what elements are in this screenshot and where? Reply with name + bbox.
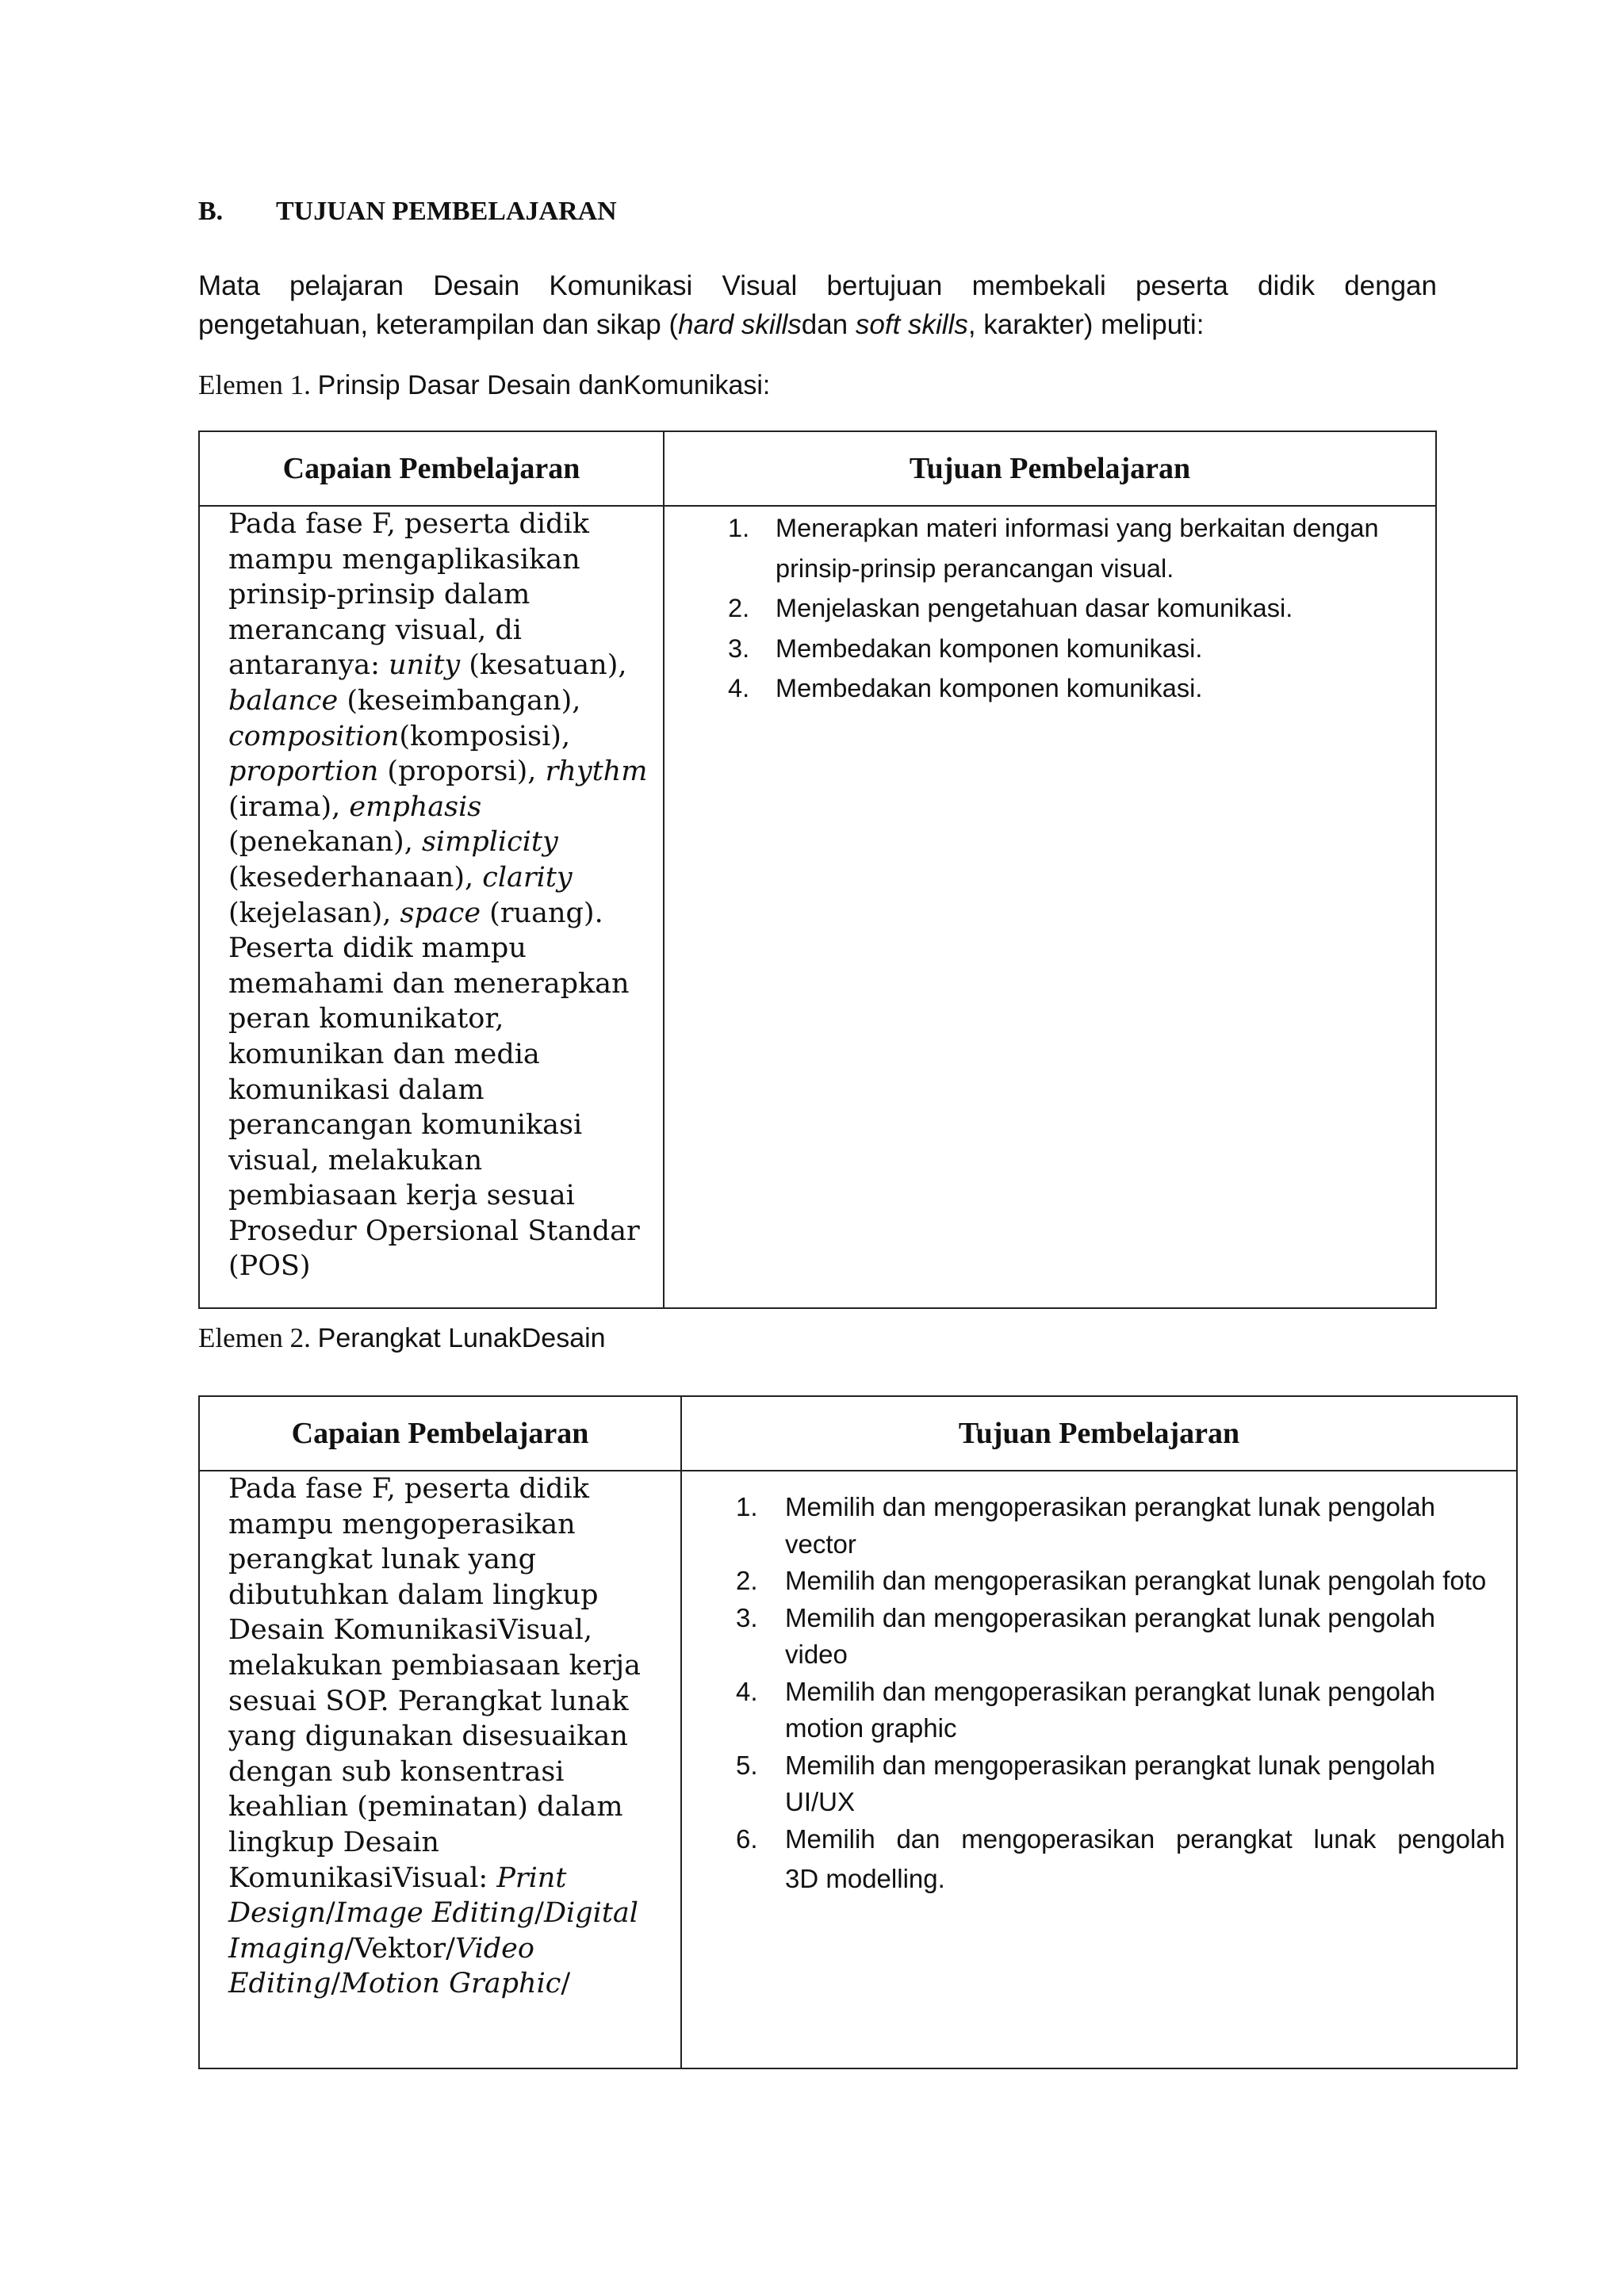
- list-text: Memilih dan mengoperasikan perangkat lunak pengolah foto: [785, 1566, 1487, 1595]
- list-number: 4.: [736, 1676, 758, 1706]
- capaian-text: /: [561, 1968, 571, 2000]
- list-text: 3D modelling.: [785, 1864, 945, 1893]
- intro-line-1: Mata pelajaran Desain Komunikasi Visual bertujuan membekali peserta didik dengan: [198, 270, 1437, 301]
- list-number: 3.: [736, 1602, 758, 1632]
- intro-italic-term: soft skills: [855, 309, 968, 340]
- tujuan-list: [682, 1471, 1516, 1900]
- capaian-term: proportion: [228, 756, 379, 788]
- list-text: Memilih dan mengoperasikan perangkat lunak pengolah: [785, 1823, 1505, 1854]
- table-elemen-1: [198, 430, 1437, 1309]
- capaian-term: balance: [228, 684, 339, 717]
- tujuan-list: [665, 507, 1435, 709]
- capaian-term: simplicity: [421, 826, 558, 859]
- capaian-text: (komposisi),: [399, 720, 571, 752]
- capaian-term: composition: [228, 720, 400, 752]
- capaian-text: (proporsi),: [378, 756, 546, 788]
- list-item: [736, 1600, 1505, 1674]
- list-text: Menjelaskan pengetahuan dasar komunikasi.: [776, 594, 1293, 622]
- capaian-text: /: [534, 1897, 544, 1930]
- section-heading: [198, 197, 617, 227]
- capaian-term: clarity: [482, 861, 573, 894]
- intro-text: dan: [801, 309, 856, 340]
- capaian-term: Print Design: [228, 1862, 567, 1930]
- list-number: 5.: [736, 1750, 758, 1780]
- list-item: [736, 1674, 1505, 1747]
- list-item: [736, 1489, 1505, 1563]
- section-number: B.: [198, 197, 224, 226]
- capaian-text: (keseimbangan),: [338, 684, 581, 717]
- capaian-text: /: [325, 1897, 335, 1930]
- capaian-term: rhythm: [545, 756, 648, 788]
- capaian-text: (kesatuan),: [460, 649, 627, 682]
- capaian-text: (irama),: [228, 790, 350, 823]
- list-item: [736, 1563, 1505, 1600]
- capaian-text: (kejelasan),: [228, 897, 400, 929]
- capaian-text: Pada fase F, peserta didik mampu mengoperasikan perangkat lunak yang dibutuhkan dalam lingkup Desain KomunikasiVisual, melakukan pembiasaan kerja sesuai SOP. Perangkat lunak yang digunakan disesuaikan dengan sub konsentrasi keahlian (peminatan) dalam lingkup Desain KomunikasiVisual:: [228, 1473, 641, 1894]
- header-tujuan: Tujuan Pembelajaran: [681, 1396, 1517, 1471]
- list-text: Memilih dan mengoperasikan perangkat lunak pengolah motion graphic: [785, 1676, 1436, 1743]
- list-number: 2.: [736, 1566, 758, 1595]
- list-item: [736, 1821, 1505, 1901]
- capaian-text: (penekanan),: [228, 826, 422, 859]
- capaian-text: /Vektor/: [344, 1932, 455, 1965]
- list-number: 3.: [728, 633, 750, 663]
- capaian-term: Image Editing: [335, 1897, 535, 1930]
- list-number: 4.: [728, 674, 750, 702]
- list-text: Memilih dan mengoperasikan perangkat lunak pengolah vector: [785, 1492, 1436, 1559]
- list-item: [728, 668, 1419, 709]
- capaian-cell: [199, 1471, 681, 2068]
- tujuan-cell: [681, 1471, 1517, 2068]
- capaian-cell: [199, 506, 664, 1308]
- intro-text: , karakter) meliputi:: [967, 309, 1205, 340]
- intro-line-2: [198, 305, 1437, 344]
- list-number: 6.: [736, 1823, 758, 1854]
- table-elemen-2: [198, 1395, 1518, 2069]
- capaian-term: unity: [389, 649, 461, 682]
- capaian-term: Video Editing: [228, 1932, 534, 2000]
- elemen-1-name: Prinsip Dasar Desain danKomunikasi:: [317, 370, 771, 400]
- elemen-1-prefix: Elemen 1.: [198, 369, 311, 400]
- capaian-term: space: [400, 897, 481, 929]
- header-tujuan: Tujuan Pembelajaran: [664, 431, 1436, 506]
- list-number: 2.: [728, 594, 750, 622]
- elemen-2-name: Perangkat LunakDesain: [317, 1323, 606, 1353]
- list-text: Membedakan komponen komunikasi.: [776, 633, 1203, 663]
- section-title: TUJUAN PEMBELAJARAN: [276, 197, 617, 226]
- capaian-text: Pada fase F, peserta didik mampu mengaplikasikan prinsip-prinsip dalam merancang visual, di antaranya:: [228, 508, 589, 682]
- list-text: Membedakan komponen komunikasi.: [776, 674, 1203, 702]
- intro-text: pengetahuan, keterampilan dan sikap (: [198, 309, 679, 340]
- list-text: Memilih dan mengoperasikan perangkat lunak pengolah video: [785, 1602, 1436, 1669]
- capaian-text: /: [331, 1968, 341, 2000]
- list-item: [728, 588, 1419, 629]
- intro-paragraph: [198, 266, 1437, 344]
- list-number: 1.: [728, 514, 750, 542]
- header-capaian: Capaian Pembelajaran: [199, 431, 664, 506]
- list-item: [736, 1747, 1505, 1821]
- capaian-term: Digital Imaging: [228, 1897, 638, 1965]
- capaian-term: Motion Graphic: [340, 1968, 561, 2000]
- intro-italic-term: hard skills: [678, 309, 802, 340]
- list-text: Menerapkan materi informasi yang berkaitan dengan prinsip-prinsip perancangan visual.: [776, 514, 1379, 583]
- capaian-text: (kesederhanaan),: [228, 861, 483, 894]
- list-item: [728, 508, 1419, 588]
- tujuan-cell: [664, 506, 1436, 1308]
- capaian-term: emphasis: [349, 790, 482, 823]
- capaian-text: (ruang). Peserta didik mampu memahami dan menerapkan peran komunikator, komunikan dan media komunikasi dalam perancangan komunikasi visual, melakukan pembiasaan kerja sesuai Prosedur Opersional Standar (POS): [228, 897, 640, 1283]
- elemen-2-prefix: Elemen 2.: [198, 1322, 311, 1353]
- list-number: 1.: [736, 1492, 758, 1521]
- header-capaian: Capaian Pembelajaran: [199, 1396, 681, 1471]
- list-item: [728, 629, 1419, 669]
- elemen-1-title: [198, 369, 770, 401]
- list-text: Memilih dan mengoperasikan perangkat lunak pengolah UI/UX: [785, 1750, 1436, 1816]
- elemen-2-title: [198, 1322, 606, 1354]
